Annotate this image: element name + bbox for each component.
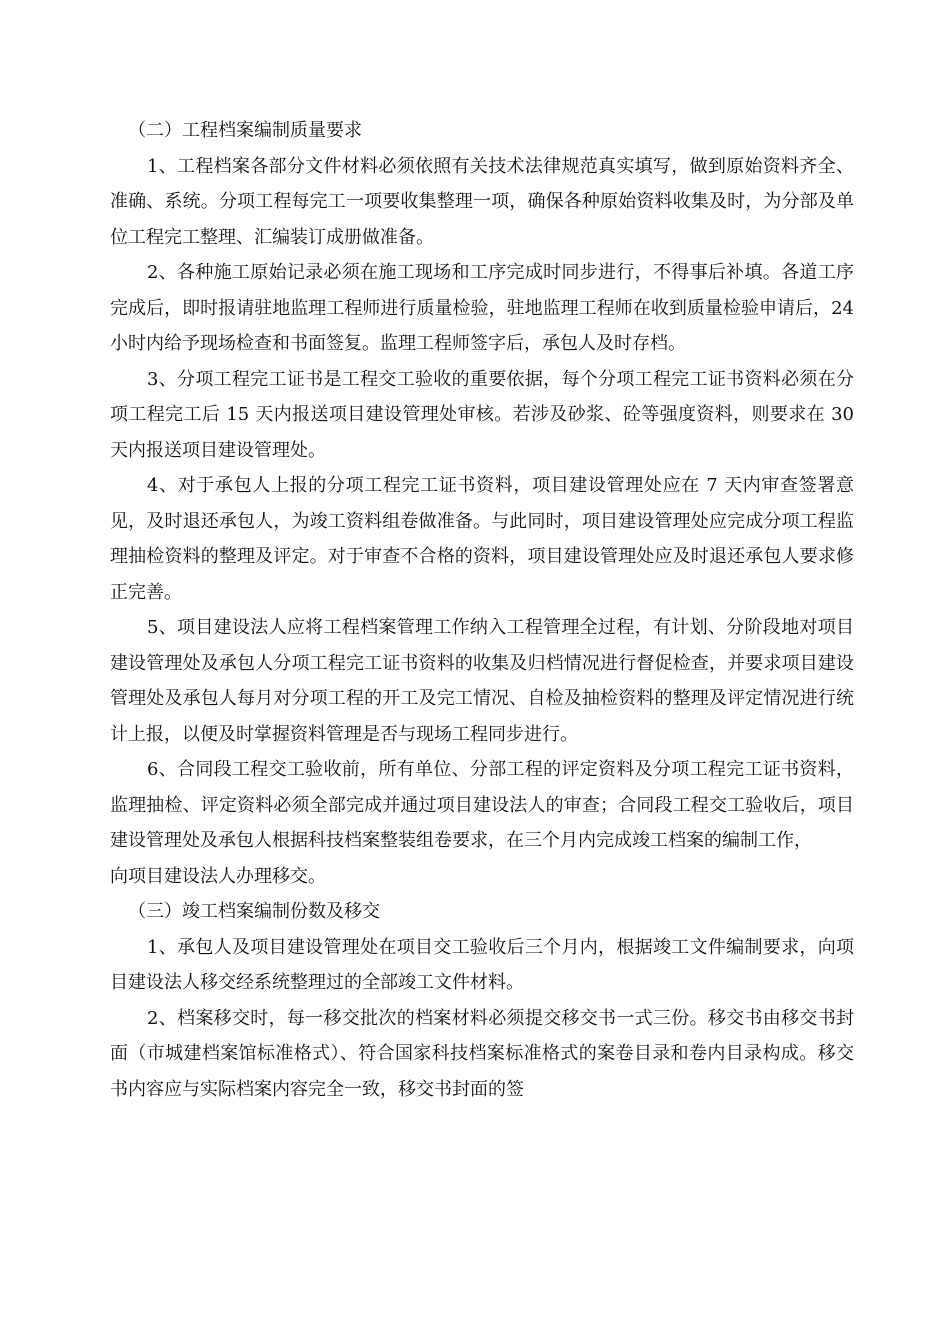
paragraph-2-1: 1、工程档案各部分文件材料必须依照有关技术法律规范真实填写，做到原始资料齐全、准确、系统。分项工程每完工一项要收集整理一项，确保各种原始资料收集及时，为分部及单位工程完工整理、汇编装订成册做准备。 <box>110 155 854 248</box>
paragraph-2-2: 2、各种施工原始记录必须在施工现场和工序完成时同步进行，不得事后补填。各道工序完成后，即时报请驻地监理工程师进行质量检验，驻地监理工程师在收到质量检验申请后，24 小时内给予现场检查和书面签复。监理工程师签字后，承包人及时存档。 <box>110 262 854 354</box>
section-heading-2: （二）工程档案编制质量要求 <box>128 120 362 141</box>
paragraph-2-5: 5、项目建设法人应将工程档案管理工作纳入工程管理全过程，有计划、分阶段地对项目建设管理处及承包人分项工程完工证书资料的收集及归档情况进行督促检查，并要求项目建设管理处及承包人每月对分项工程的开工及完工情况、自检及抽检资料的整理及评定情况进行统计上报，以便及时掌握资料管理是否与现场工程同步进行。 <box>110 617 854 745</box>
paragraph-3-2: 2、档案移交时，每一移交批次的档案材料必须提交移交书一式三份。移交书由移交书封面（市城建档案馆标准格式）、符合国家科技档案标准格式的案卷目录和卷内目录构成。移交书内容应与实际档案内容完全一致，移交书封面的签 <box>110 1007 854 1100</box>
paragraph-2-3: 3、分项工程完工证书是工程交工验收的重要依据，每个分项工程完工证书资料必须在分项工程完工后 15 天内报送项目建设管理处审核。若涉及砂浆、砼等强度资料，则要求在 30 天内报送项目建设管理处。 <box>110 368 854 461</box>
section-heading-3: （三）竣工档案编制份数及移交 <box>128 901 380 922</box>
document-body <box>110 113 854 1107</box>
paragraph-3-1: 1、承包人及项目建设管理处在项目交工验收后三个月内，根据竣工文件编制要求，向项目建设法人移交经系统整理过的全部竣工文件材料。 <box>110 936 854 993</box>
paragraph-2-4: 4、对于承包人上报的分项工程完工证书资料，项目建设管理处应在 7 天内审查签署意见，及时退还承包人，为竣工资料组卷做准备。与此同时，项目建设管理处应完成分项工程监理抽检资料的整理及评定。对于审查不合格的资料，项目建设管理处应及时退还承包人要求修正完善。 <box>110 475 854 603</box>
paragraph-2-6: 6、合同段工程交工验收前，所有单位、分部工程的评定资料及分项工程完工证书资料，监理抽检、评定资料必须全部完成并通过项目建设法人的审查；合同段工程交工验收后，项目建设管理处及承包人根据科技档案整装组卷要求，在三个月内完成竣工档案的编制工作， <box>110 759 854 851</box>
paragraph-continuation: 向项目建设法人办理移交。 <box>110 865 326 887</box>
